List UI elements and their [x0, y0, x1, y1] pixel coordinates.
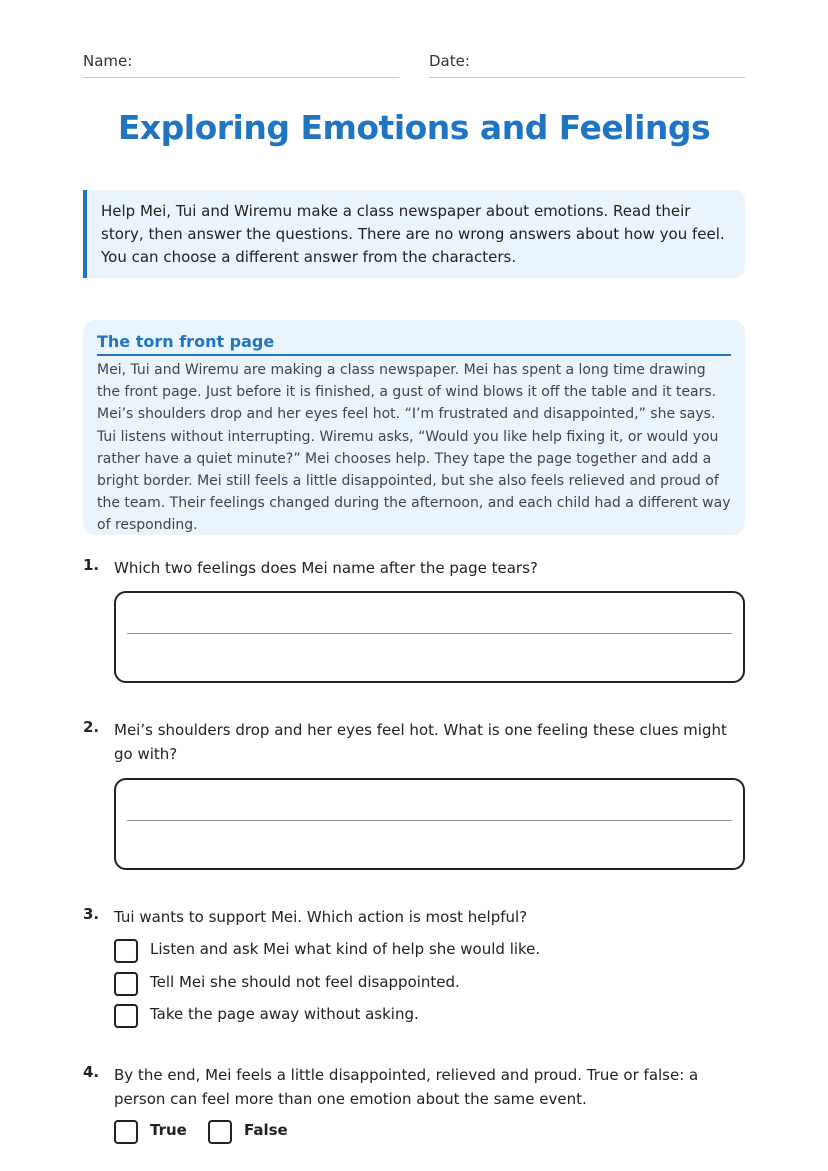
intro-callout: Help Mei, Tui and Wiremu make a class newspaper about emotions. Read their story, then answer the questions. There are no wrong answers about how you feel. You can choose a different answer from the characters. [83, 190, 745, 278]
question-1 [83, 556, 745, 580]
date-label: Date: [429, 52, 470, 70]
question-number: 2. [83, 718, 100, 736]
question-4 [83, 1063, 745, 1111]
page-title: Exploring Emotions and Feelings [117, 108, 711, 147]
question-text: Mei’s shoulders drop and her eyes feel hot. What is one feeling these clues might go with? [114, 721, 727, 763]
option-label: Take the page away without asking. [150, 1005, 419, 1023]
story-body: Mei, Tui and Wiremu are making a class newspaper. Mei has spent a long time drawing the front page. Just before it is finished, a gust of wind blows it off the table and it tears. Mei’s shoulders drop and her eyes feel hot. “I’m frustrated and disappointed,” she says. Tui listens without interrupting. Wiremu asks, “Would you like help fixing it, or would you rather have a quiet minute?” Mei chooses help. They tape the page together and add a bright border. Mei still feels a little disappointed, but she also feels relieved and proud of the team. Their feelings changed during the afternoon, and each child had a different way of responding. [97, 362, 731, 534]
checkbox[interactable] [114, 1004, 138, 1028]
checkbox[interactable] [114, 972, 138, 996]
checkbox[interactable] [208, 1120, 232, 1144]
answer-box-1[interactable] [114, 591, 745, 683]
name-label: Name: [83, 52, 133, 70]
option-label: True [150, 1121, 187, 1139]
checkbox[interactable] [114, 939, 138, 963]
option-label: False [244, 1121, 288, 1139]
question-number: 1. [83, 556, 100, 574]
question-text: By the end, Mei feels a little disappointed, relieved and proud. True or false: a person can feel more than one emotion about the same event. [114, 1066, 699, 1108]
checkbox[interactable] [114, 1120, 138, 1144]
date-field[interactable] [429, 50, 745, 78]
name-field[interactable] [83, 50, 399, 78]
answer-box-2[interactable] [114, 778, 745, 870]
option-label: Tell Mei she should not feel disappointed. [150, 973, 460, 991]
answer-line [127, 820, 732, 821]
story-panel [83, 320, 745, 535]
header-fields [83, 50, 745, 78]
question-3 [83, 905, 745, 929]
question-text: Which two feelings does Mei name after the page tears? [114, 559, 538, 577]
answer-line [127, 633, 732, 634]
question-2 [83, 718, 745, 766]
question-text: Tui wants to support Mei. Which action is most helpful? [114, 908, 528, 926]
option-label: Listen and ask Mei what kind of help she would like. [150, 940, 541, 958]
story-title: The torn front page [97, 332, 731, 356]
question-number: 4. [83, 1063, 100, 1081]
question-number: 3. [83, 905, 100, 923]
